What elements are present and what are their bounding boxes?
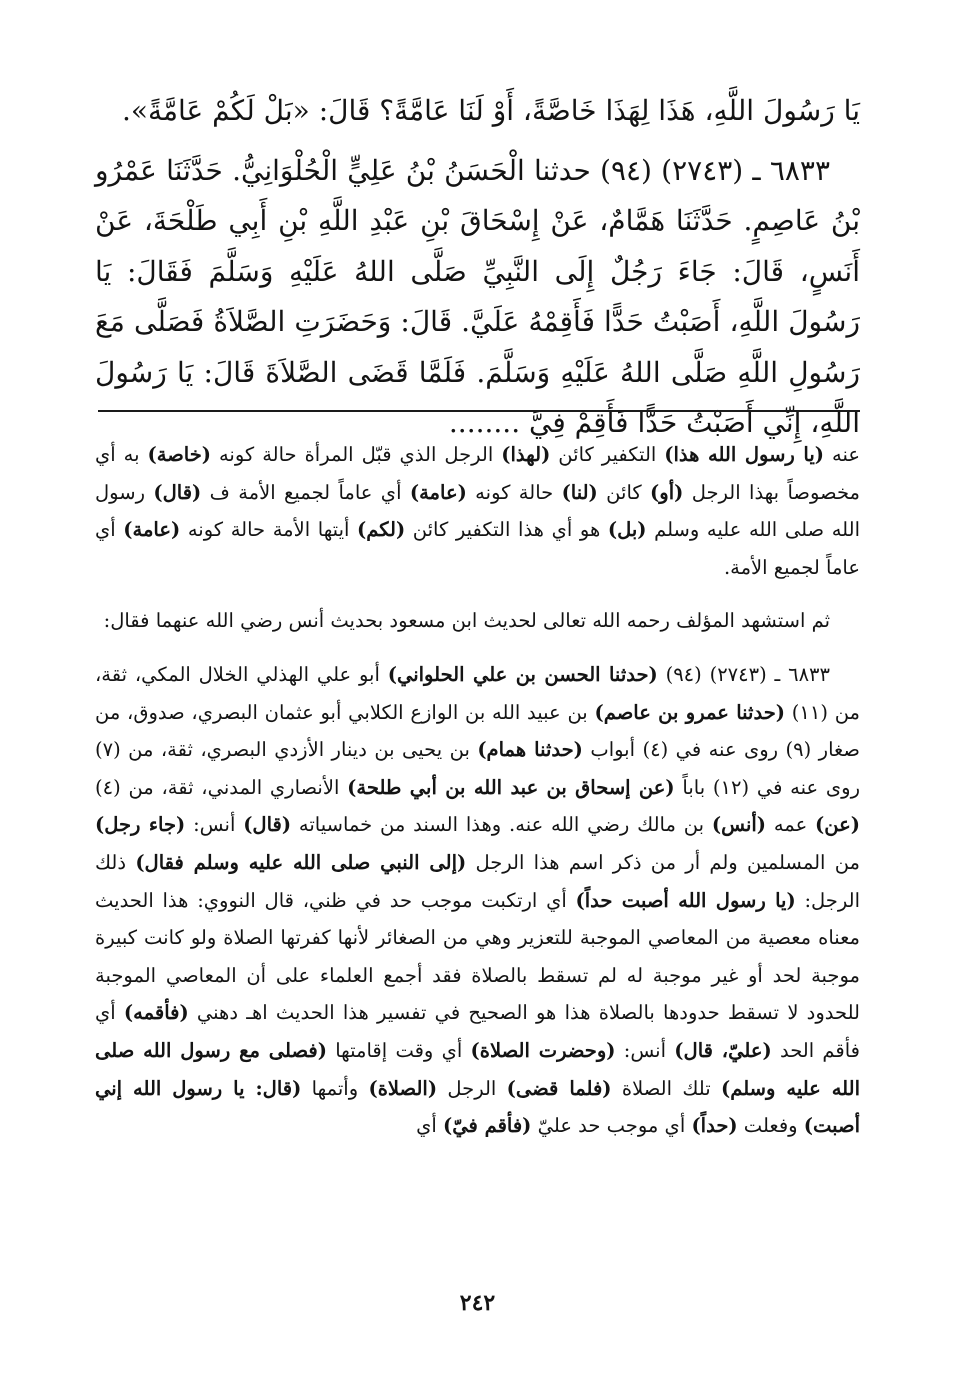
- commentary-paragraph-3: [95, 656, 860, 1145]
- commentary-text: رسول الله صلى الله عليه وسلم: [95, 480, 860, 542]
- commentary-text: كائن: [597, 480, 651, 504]
- quoted-phrase: (عن إسحاق بن عبد الله بن أبي طلحة): [347, 775, 675, 799]
- quoted-phrase: (إلى النبي صلى الله عليه وسلم فقال): [135, 850, 467, 874]
- commentary-text: أبو علي الهذلي الخلال المكي، ثقة، من (١١): [95, 662, 860, 724]
- commentary-paragraph-1: [95, 436, 860, 586]
- commentary-text: ذلك الرجل:: [95, 850, 860, 912]
- commentary-text: حالة كونه: [466, 480, 562, 504]
- quoted-phrase: (بل): [607, 518, 647, 542]
- commentary-text: الأنصاري المدني، ثقة، من (٤): [95, 775, 348, 799]
- quoted-phrase: (لهذا): [501, 443, 551, 466]
- commentary-text: عمه: [766, 813, 816, 837]
- main-text-line-1: يَا رَسُولَ اللَّهِ، هَذَا لِهَذَا خَاصَّةً، أَوْ لَنَا عَامَّةً؟ قَالَ: «بَلْ لَكُمْ عَامَّةً».: [121, 94, 860, 127]
- quoted-phrase: (قال): [153, 480, 202, 504]
- quoted-phrase: (حدثنا الحسن بن علي الحلواني): [387, 662, 658, 686]
- page-number: ٢٤٢: [459, 1290, 496, 1316]
- quoted-phrase: (عن): [815, 813, 860, 837]
- commentary-text: الرجل: [437, 1076, 507, 1100]
- commentary: [95, 436, 860, 1145]
- commentary-text: الرجل الذي قبّل المرأة حالة كونه: [211, 443, 502, 466]
- commentary-paragraph-2: [95, 602, 860, 640]
- commentary-text: أي ارتكبت موجب حد في ظني، قال النووي: هذا الحديث معناه معصية من المعاصي الموجبة للتعزير وهي من الصغائر لأنها كفرتها الصلاة ولو كانت كبيرة موجبة لحد أو غير موجبة له لم تسقط بالصلاة فقد أجمع العلماء على أن المعاصي الموجبة للحدود لا تسقط حدودها بالصلاة هذا هو الصحيح في تفسير هذا الحديث اهـ دهني: [95, 888, 860, 1025]
- quoted-phrase: (لنا): [561, 480, 598, 504]
- commentary-text: أي عاماً لجميع الأمة ف: [201, 480, 410, 504]
- quoted-phrase: (أنس): [711, 813, 767, 837]
- commentary-text: أيتها الأمة حالة كونه: [180, 518, 358, 542]
- quoted-phrase: (عامة): [409, 480, 467, 504]
- quoted-phrase: (قال: يا رسول الله إني أصبت): [95, 1076, 860, 1138]
- main-text: [95, 86, 860, 449]
- quoted-phrase: (جاء رجل): [95, 813, 186, 837]
- commentary-text: بن يحيى بن دينار الأزدي البصري، ثقة، من (٧) روى عنه في (١٢) باباً: [95, 738, 860, 799]
- quoted-phrase: (حداً): [691, 1114, 738, 1138]
- quoted-phrase: (فأقم فيّ): [443, 1114, 532, 1138]
- commentary-text: أنس:: [615, 1038, 675, 1062]
- footnote-separator: [98, 410, 860, 412]
- quoted-phrase: (فأقمه): [123, 1001, 189, 1025]
- commentary-text: أي: [416, 1114, 444, 1138]
- commentary-text: أنس:: [185, 813, 244, 837]
- quoted-phrase: (فلما قضى): [506, 1076, 612, 1100]
- commentary-text: ثم استشهد المؤلف رحمه الله تعالى لحديث ابن مسعود بحديث أنس رضي الله عنهما فقال:: [103, 609, 830, 633]
- hadith-text: ٦٨٣٣ ـ (٢٧٤٣) (٩٤) حدثنا الْحَسَنُ بْنُ عَلِيٍّ الْحُلْوَانِيُّ. حَدَّثَنَا عَمْرُو بْنُ عَاصِمٍ. حَدَّثَنَا هَمَّامٌ، عَنْ إِسْحَاقَ بْنِ عَبْدِ اللَّهِ بْنِ أَبِي طَلْحَةَ، عَنْ أَنَسٍ، قَالَ: جَاءَ رَجُلٌ إِلَى النَّبِيِّ صَلَّى اللهُ عَلَيْهِ وَسَلَّمَ فَقَالَ: يَا رَسُولَ اللَّهِ، أَصَبْتُ حَدًّا فَأَقِمْهُ عَلَيَّ. قَالَ: وَحَضَرَتِ الصَّلاَةُ فَصَلَّى مَعَ رَسُولِ اللَّهِ صَلَّى اللهُ عَلَيْهِ وَسَلَّمَ. فَلَمَّا قَضَى الصَّلاَةَ قَالَ: يَا رَسُولَ اللَّهِ، إِنِّي أَصَبْتُ حَدًّا فَأَقِمْ فِيَّ ........: [95, 153, 861, 439]
- quoted-phrase: (أو): [650, 480, 684, 504]
- quoted-phrase: (وحضرت الصلاة): [470, 1038, 616, 1062]
- quoted-phrase: (خاصة): [147, 443, 211, 466]
- commentary-text: أي وقت إقامتها: [326, 1038, 471, 1062]
- quoted-phrase: (عامة): [123, 518, 181, 542]
- commentary-text: تلك الصلاة: [611, 1076, 722, 1100]
- quoted-phrase: (لكم): [357, 518, 406, 542]
- commentary-text: ٦٨٣٣ ـ (٢٧٤٣) (٩٤): [657, 662, 830, 686]
- commentary-text: بن عبيد الله بن الوازع الكلابي أبو عثمان البصري، صدوق، من صغار (٩) روى عنه في (٤) أبواب: [95, 700, 860, 762]
- commentary-text: عنه: [824, 443, 860, 466]
- quoted-phrase: (قال): [243, 813, 292, 837]
- commentary-text: أي موجب حد عليّ: [531, 1114, 692, 1138]
- commentary-text: هو أي هذا التكفير كائن: [405, 518, 608, 542]
- commentary-text: وفعلت: [737, 1114, 804, 1138]
- commentary-text: من المسلمين ولم أر من ذكر اسم هذا الرجل: [466, 850, 860, 874]
- commentary-text: التكفير كائن: [550, 443, 665, 466]
- commentary-text: أي فأقم الحد: [95, 1001, 860, 1062]
- commentary-text: أي عاماً لجميع الأمة.: [95, 518, 860, 579]
- quoted-phrase: (حدثنا عمرو بن عاصم): [594, 700, 785, 724]
- commentary-text: بن مالك رضي الله عنه. وهذا السند من خماسياته: [291, 813, 712, 837]
- commentary-text: وأتمها: [301, 1076, 369, 1100]
- quoted-phrase: (حدثنا همام): [477, 738, 583, 762]
- quoted-phrase: (عليّ، قال): [674, 1038, 772, 1062]
- commentary-text: به أي مخصوصاً بهذا الرجل: [95, 443, 860, 504]
- quoted-phrase: (يا رسول الله أصبت حداً): [575, 888, 796, 912]
- quoted-phrase: (يا رسول الله هذا): [664, 443, 825, 466]
- quoted-phrase: (فصلى مع رسول الله صلى الله عليه وسلم): [95, 1038, 860, 1100]
- quoted-phrase: (الصلاة): [368, 1076, 438, 1100]
